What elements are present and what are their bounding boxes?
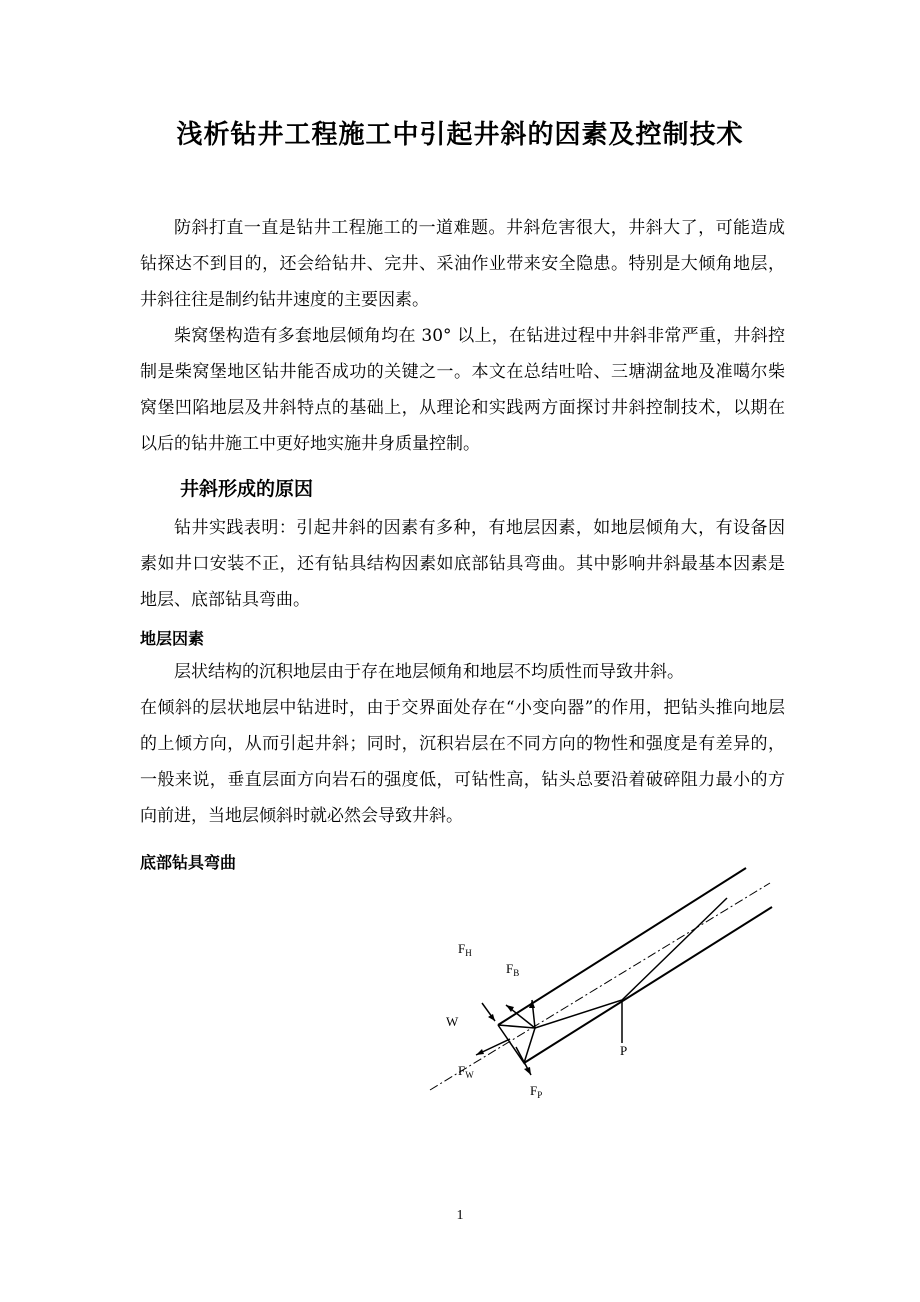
label-p: P	[620, 1043, 628, 1058]
intro-paragraph-2: 柴窝堡构造有多套地层倾角均在 30° 以上，在钻进过程中井斜非常严重，井斜控制是柴窝堡地区钻井能否成功的关键之一。本文在总结吐哈、三塘湖盆地及准噶尔柴窝堡凹陷地层及井斜特点的基础上，从理论和实践两方面探讨井斜控制技术，以期在以后的钻井施工中更好地实施井身质量控制。	[140, 326, 785, 454]
subsection-heading-formation: 地层因素	[140, 629, 205, 648]
fw-arrowhead	[476, 1049, 484, 1055]
fp-arrowhead	[524, 1067, 531, 1075]
page-title: 浅析钻井工程施工中引起井斜的因素及控制技术	[176, 120, 744, 150]
label-fh: $F_H$	[458, 941, 472, 958]
section-heading-causes: 井斜形成的原因	[180, 478, 314, 500]
label-fb: $F_B$	[506, 961, 520, 978]
page-number: 1	[456, 1208, 464, 1223]
w-arrowhead	[488, 1014, 495, 1021]
drill-bit-outline	[498, 1025, 535, 1063]
subsection-heading-bha-bending: 底部钻具弯曲	[140, 853, 237, 872]
formation-paragraph-1: 层状结构的沉积地层由于存在地层倾角和地层不均质性而导致井斜。	[174, 662, 684, 682]
label-fw: $F_W$	[458, 1063, 474, 1080]
well-centerline	[430, 883, 770, 1090]
label-fp: $F_P$	[530, 1083, 543, 1100]
label-w: W	[446, 1014, 459, 1029]
intro-paragraph-1: 防斜打直一直是钻井工程施工的一道难题。井斜危害很大，井斜大了，可能造成钻探达不到目的，还会给钻井、完井、采油作业带来安全隐患。特别是大倾角地层，井斜往往是制约钻井速度的主要因素。	[140, 218, 785, 310]
formation-paragraph-2: 在倾斜的层状地层中钻进时，由于交界面处存在“小变向器”的作用，把钻头推向地层的上倾方向，从而引起井斜；同时，沉积岩层在不同方向的物性和强度是有差异的，一般来说，垂直层面方向岩石的强度低，可钻性高，钻头总要沿着破碎阻力最小的方向前进，当地层倾斜时就必然会导致井斜。	[140, 698, 785, 826]
section-paragraph-causes: 钻井实践表明：引起井斜的因素有多种，有地层因素，如地层倾角大，有设备因素如井口安装不正，还有钻具结构因素如底部钻具弯曲。其中影响井斜最基本因素是地层、底部钻具弯曲。	[140, 518, 785, 610]
bha-force-diagram	[420, 855, 780, 1105]
